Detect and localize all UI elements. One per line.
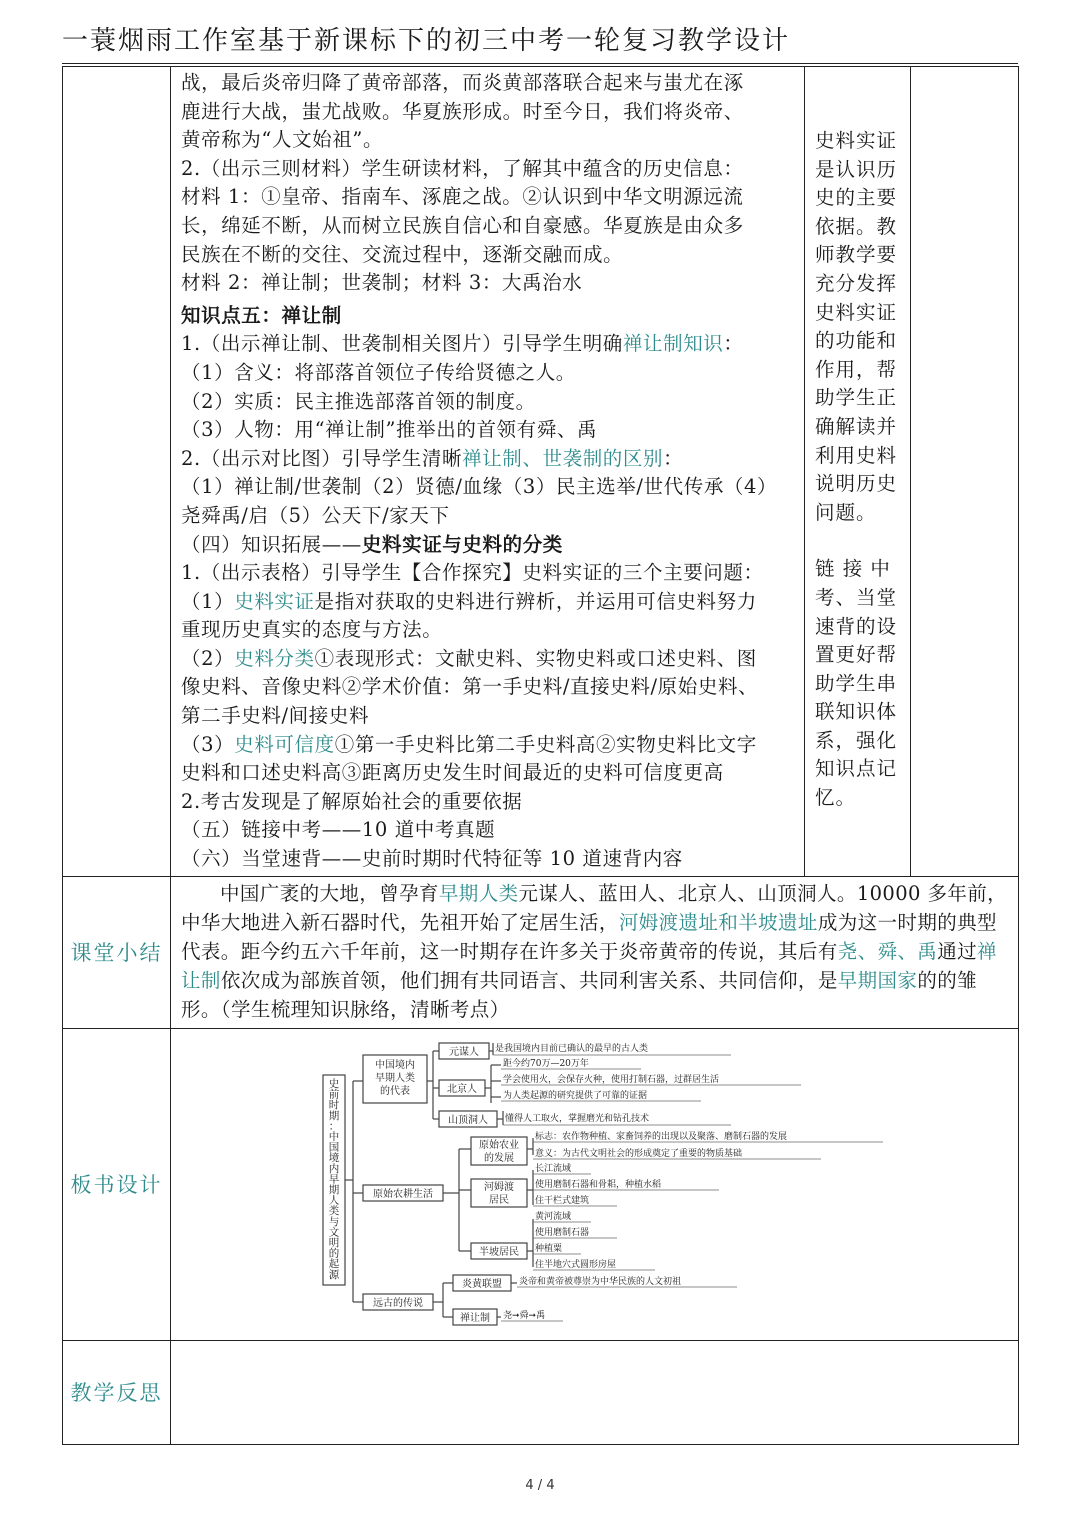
reflection-content-cell xyxy=(171,1340,1019,1444)
side-note-line: 助学生正 xyxy=(815,386,898,410)
side-note-line: 的功能和 xyxy=(815,329,898,353)
kp5-highlight: 禅让制知识 xyxy=(622,332,724,356)
board-root-char: 人 xyxy=(328,1194,340,1207)
board-root-char: 期 xyxy=(328,1183,340,1196)
ext-line4: （2）史料分类①表现形式：文献史料、实物史料或口述史料、图 xyxy=(181,646,757,670)
board-node-yuanmou: 元谋人 xyxy=(449,1046,479,1058)
board-root xyxy=(329,1077,340,1281)
side-note-line: 考、当堂 xyxy=(815,585,898,609)
page-number: 4 / 4 xyxy=(525,1478,555,1493)
board-node-shanding: 山顶洞人 xyxy=(448,1114,488,1126)
page-header-title: 一蓑烟雨工作室基于新课标下的初三中考一轮复习教学设计 xyxy=(62,20,1018,64)
design-intent-cell xyxy=(805,67,911,877)
board-node-hemudu: 居民 xyxy=(489,1194,509,1206)
board-root-char: 早 xyxy=(328,1173,340,1186)
board-root-char: 明 xyxy=(328,1236,340,1249)
board-root-char: 国 xyxy=(328,1141,340,1154)
board-root-char: 期 xyxy=(328,1109,340,1122)
board-branch3-label: 远古的传说 xyxy=(373,1297,423,1309)
board-branch2-label: 原始农耕生活 xyxy=(373,1188,433,1200)
board-node-shanrang: 禅让制 xyxy=(460,1312,490,1324)
board-mindmap xyxy=(171,1029,1017,1339)
board-root-char: ： xyxy=(328,1120,340,1133)
summary-row xyxy=(63,876,1019,1028)
content-line: 材料 1：①皇帝、指南车、涿鹿之战。②认识到中华文明源远流 xyxy=(181,185,744,209)
board-note: 为人类起源的研究提供了可靠的证据 xyxy=(503,1090,648,1101)
board-branch1-label: 早期人类 xyxy=(375,1072,415,1084)
side-note-line: 史的主要 xyxy=(815,186,898,210)
summary-content-cell xyxy=(171,876,1019,1028)
ext-line10: （五）链接中考——10 道中考真题 xyxy=(181,818,496,842)
kp5-line3: （2）实质：民主推选部落首领的制度。 xyxy=(181,389,536,413)
kp5-line4: （3）人物：用“禅让制”推举出的首领有舜、禹 xyxy=(181,418,598,442)
content-line: 民族在不断的交往、交流过程中，逐渐交融而成。 xyxy=(181,242,624,266)
board-content-cell xyxy=(171,1028,1019,1340)
board-root-char: 中 xyxy=(328,1130,340,1143)
side-note-line: 依据。教 xyxy=(815,214,898,238)
side-note-line: 知识点记 xyxy=(815,757,898,781)
side-note-line: 置更好帮 xyxy=(815,643,898,667)
kp5-line6: （1）禅让制/世袭制（2）贤德/血缘（3）民主选举/世代传承（4） xyxy=(181,475,778,499)
board-node-beijing: 北京人 xyxy=(447,1083,477,1095)
board-note: 种植粟 xyxy=(535,1243,563,1254)
ext-line5: 像史料、音像史料②学术价值：第一手史料/直接史料/原始史料、 xyxy=(181,675,759,699)
side-note-line: 充分发挥 xyxy=(815,271,898,295)
summary-label: 课堂小结 xyxy=(63,876,171,1028)
ext-line7: （3）史料可信度①第一手史料比第二手史料高②实物史料比文字 xyxy=(181,732,757,756)
side-note-line: 速背的设 xyxy=(815,614,898,638)
board-root-char: 内 xyxy=(328,1162,340,1175)
board-node-banpo: 半坡居民 xyxy=(479,1246,519,1258)
ext-line9: 2.考古发现是了解原始社会的重要依据 xyxy=(181,789,523,813)
content-line: 材料 2：禅让制；世袭制；材料 3：大禹治水 xyxy=(181,271,583,295)
ext-title: （四）知识拓展——史料实证与史料的分类 xyxy=(181,532,563,556)
side-note-line: 是认识历 xyxy=(815,157,898,181)
board-root-char: 前 xyxy=(328,1088,340,1101)
kp5-line1: 1.（出示禅让制、世袭制相关图片）引导学生明确禅让制知识： xyxy=(181,332,744,356)
ext-line1: 1.（出示表格）引导学生【合作探究】史料实证的三个主要问题： xyxy=(181,561,764,585)
board-branch1-label: 中国境内 xyxy=(375,1059,415,1071)
board-note: 距今约70万—20万年 xyxy=(503,1058,589,1069)
side-note-line: 忆。 xyxy=(815,786,857,810)
board-node-hemudu: 河姆渡 xyxy=(484,1181,514,1193)
ext-line3: 重现历史真实的态度与方法。 xyxy=(181,618,443,642)
side-note-line: 联知识体 xyxy=(815,700,898,724)
board-note: 住干栏式建筑 xyxy=(535,1195,590,1206)
board-note: 黄河流域 xyxy=(535,1211,572,1222)
content-line: 长，绵延不断，从而树立民族自信心和自豪感。华夏族是由众多 xyxy=(181,213,744,237)
content-line: 黄帝称为“人文始祖”。 xyxy=(181,128,384,152)
side-note-line: 问题。 xyxy=(815,500,877,524)
kp5-title: 知识点五：禅让制 xyxy=(181,303,342,327)
process-label-cell xyxy=(63,67,171,877)
process-row xyxy=(63,67,1019,877)
board-note: 使用磨制石器 xyxy=(535,1227,590,1238)
board-note: 懂得人工取火，掌握磨光和钻孔技术 xyxy=(505,1113,650,1124)
ext-line2: （1）史料实证是指对获取的史料进行辨析，并运用可信史料努力 xyxy=(181,589,757,613)
ext-line6: 第二手史料/间接史料 xyxy=(181,704,370,728)
content-line: 2.（出示三则材料）学生研读材料，了解其中蕴含的历史信息： xyxy=(181,156,744,180)
board-note: 炎帝和黄帝被尊崇为中华民族的人文初祖 xyxy=(519,1276,682,1287)
board-note: 标志：农作物种植、家畜饲养的出现以及聚落、磨制石器的发展 xyxy=(535,1131,788,1142)
side-note-line: 史料实证 xyxy=(815,300,898,324)
side-note-line: 助学生串 xyxy=(815,671,898,695)
board-note: 住半地穴式圆形房屋 xyxy=(535,1259,617,1270)
board-node-nongye: 的发展 xyxy=(484,1152,514,1164)
side-note-line: 师教学要 xyxy=(815,243,898,267)
board-root-char: 文 xyxy=(328,1226,340,1239)
board-note: 使用磨制石器和骨耜，种植水稻 xyxy=(535,1179,662,1190)
ext-line8: 史料和口述史料高③距离历史发生时间最近的史料可信度更高 xyxy=(181,761,724,785)
board-node-yanhuang: 炎黄联盟 xyxy=(462,1278,502,1290)
empty-cell xyxy=(911,67,1019,877)
lesson-table xyxy=(62,66,1019,1445)
board-note: 意义：为古代文明社会的形成奠定了重要的物质基础 xyxy=(535,1148,743,1159)
board-node-nongye: 原始农业 xyxy=(479,1139,519,1151)
side-note-line: 系，强化 xyxy=(815,728,898,752)
ext-line11: （六）当堂速背——史前时期时代特征等 10 道速背内容 xyxy=(181,847,683,871)
board-note: 尧➞舜➞禹 xyxy=(503,1310,546,1321)
board-root-char: 起 xyxy=(328,1257,340,1270)
board-root-char: 类 xyxy=(328,1204,340,1217)
side-note-line: 链 接 中 xyxy=(815,557,891,581)
board-root-char: 的 xyxy=(328,1247,340,1260)
board-note: 学会使用火，会保存火种，使用打制石器，过群居生活 xyxy=(503,1074,720,1085)
kp5-line2: （1）含义：将部落首领位子传给贤德之人。 xyxy=(181,360,576,384)
side-note-line: 作用，帮 xyxy=(815,357,898,381)
board-root-char: 与 xyxy=(328,1215,340,1228)
kp5-line5: 2.（出示对比图）引导学生清晰禅让制、世袭制的区别： xyxy=(181,446,684,470)
side-note-line: 确解读并 xyxy=(815,414,898,438)
board-note: 是我国境内目前已确认的最早的古人类 xyxy=(495,1043,649,1054)
kp5-line7: 尧舜禹/启（5）公天下/家天下 xyxy=(181,503,450,527)
board-root-char: 时 xyxy=(328,1098,340,1111)
process-content-cell xyxy=(171,67,805,877)
board-root-char: 境 xyxy=(328,1151,340,1164)
side-note-line: 史料实证 xyxy=(815,129,898,152)
board-note: 长江流域 xyxy=(535,1163,572,1174)
board-root-char: 史 xyxy=(328,1077,340,1090)
summary-text: 中国广袤的大地，曾孕育早期人类元谋人、蓝田人、北京人、山顶洞人。10000 多年前，中华大地进入新石器时代，先祖开始了定居生活，河姆渡遗址和半坡遗址成为这一时期的典型代表。距今约五六千年前，这一时期存在许多关于炎帝黄帝的传说，其后有尧、舜、禹通过禅让制依次成为部族首领，他们拥有共同语言、共同利害关系、共同信仰，是早期国家的的雏形。（学生梳理知识脉络，清晰考点） xyxy=(181,881,1008,1021)
reflection-row xyxy=(63,1340,1019,1444)
side-note-line: 利用史料 xyxy=(815,443,898,467)
board-branch1-label: 的代表 xyxy=(380,1085,410,1097)
content-line: 战，最后炎帝归降了黄帝部落，而炎黄部落联合起来与蚩尤在涿 xyxy=(181,71,744,94)
board-row xyxy=(63,1028,1019,1340)
board-label: 板书设计 xyxy=(63,1028,171,1340)
reflection-label: 教学反思 xyxy=(63,1340,171,1444)
side-note-line: 说明历史 xyxy=(815,472,898,496)
kp5-highlight: 禅让制、世袭制的区别 xyxy=(462,446,664,470)
content-line: 鹿进行大战，蚩尤战败。华夏族形成。时至今日，我们将炎帝、 xyxy=(181,99,744,123)
board-root-char: 源 xyxy=(328,1268,340,1281)
